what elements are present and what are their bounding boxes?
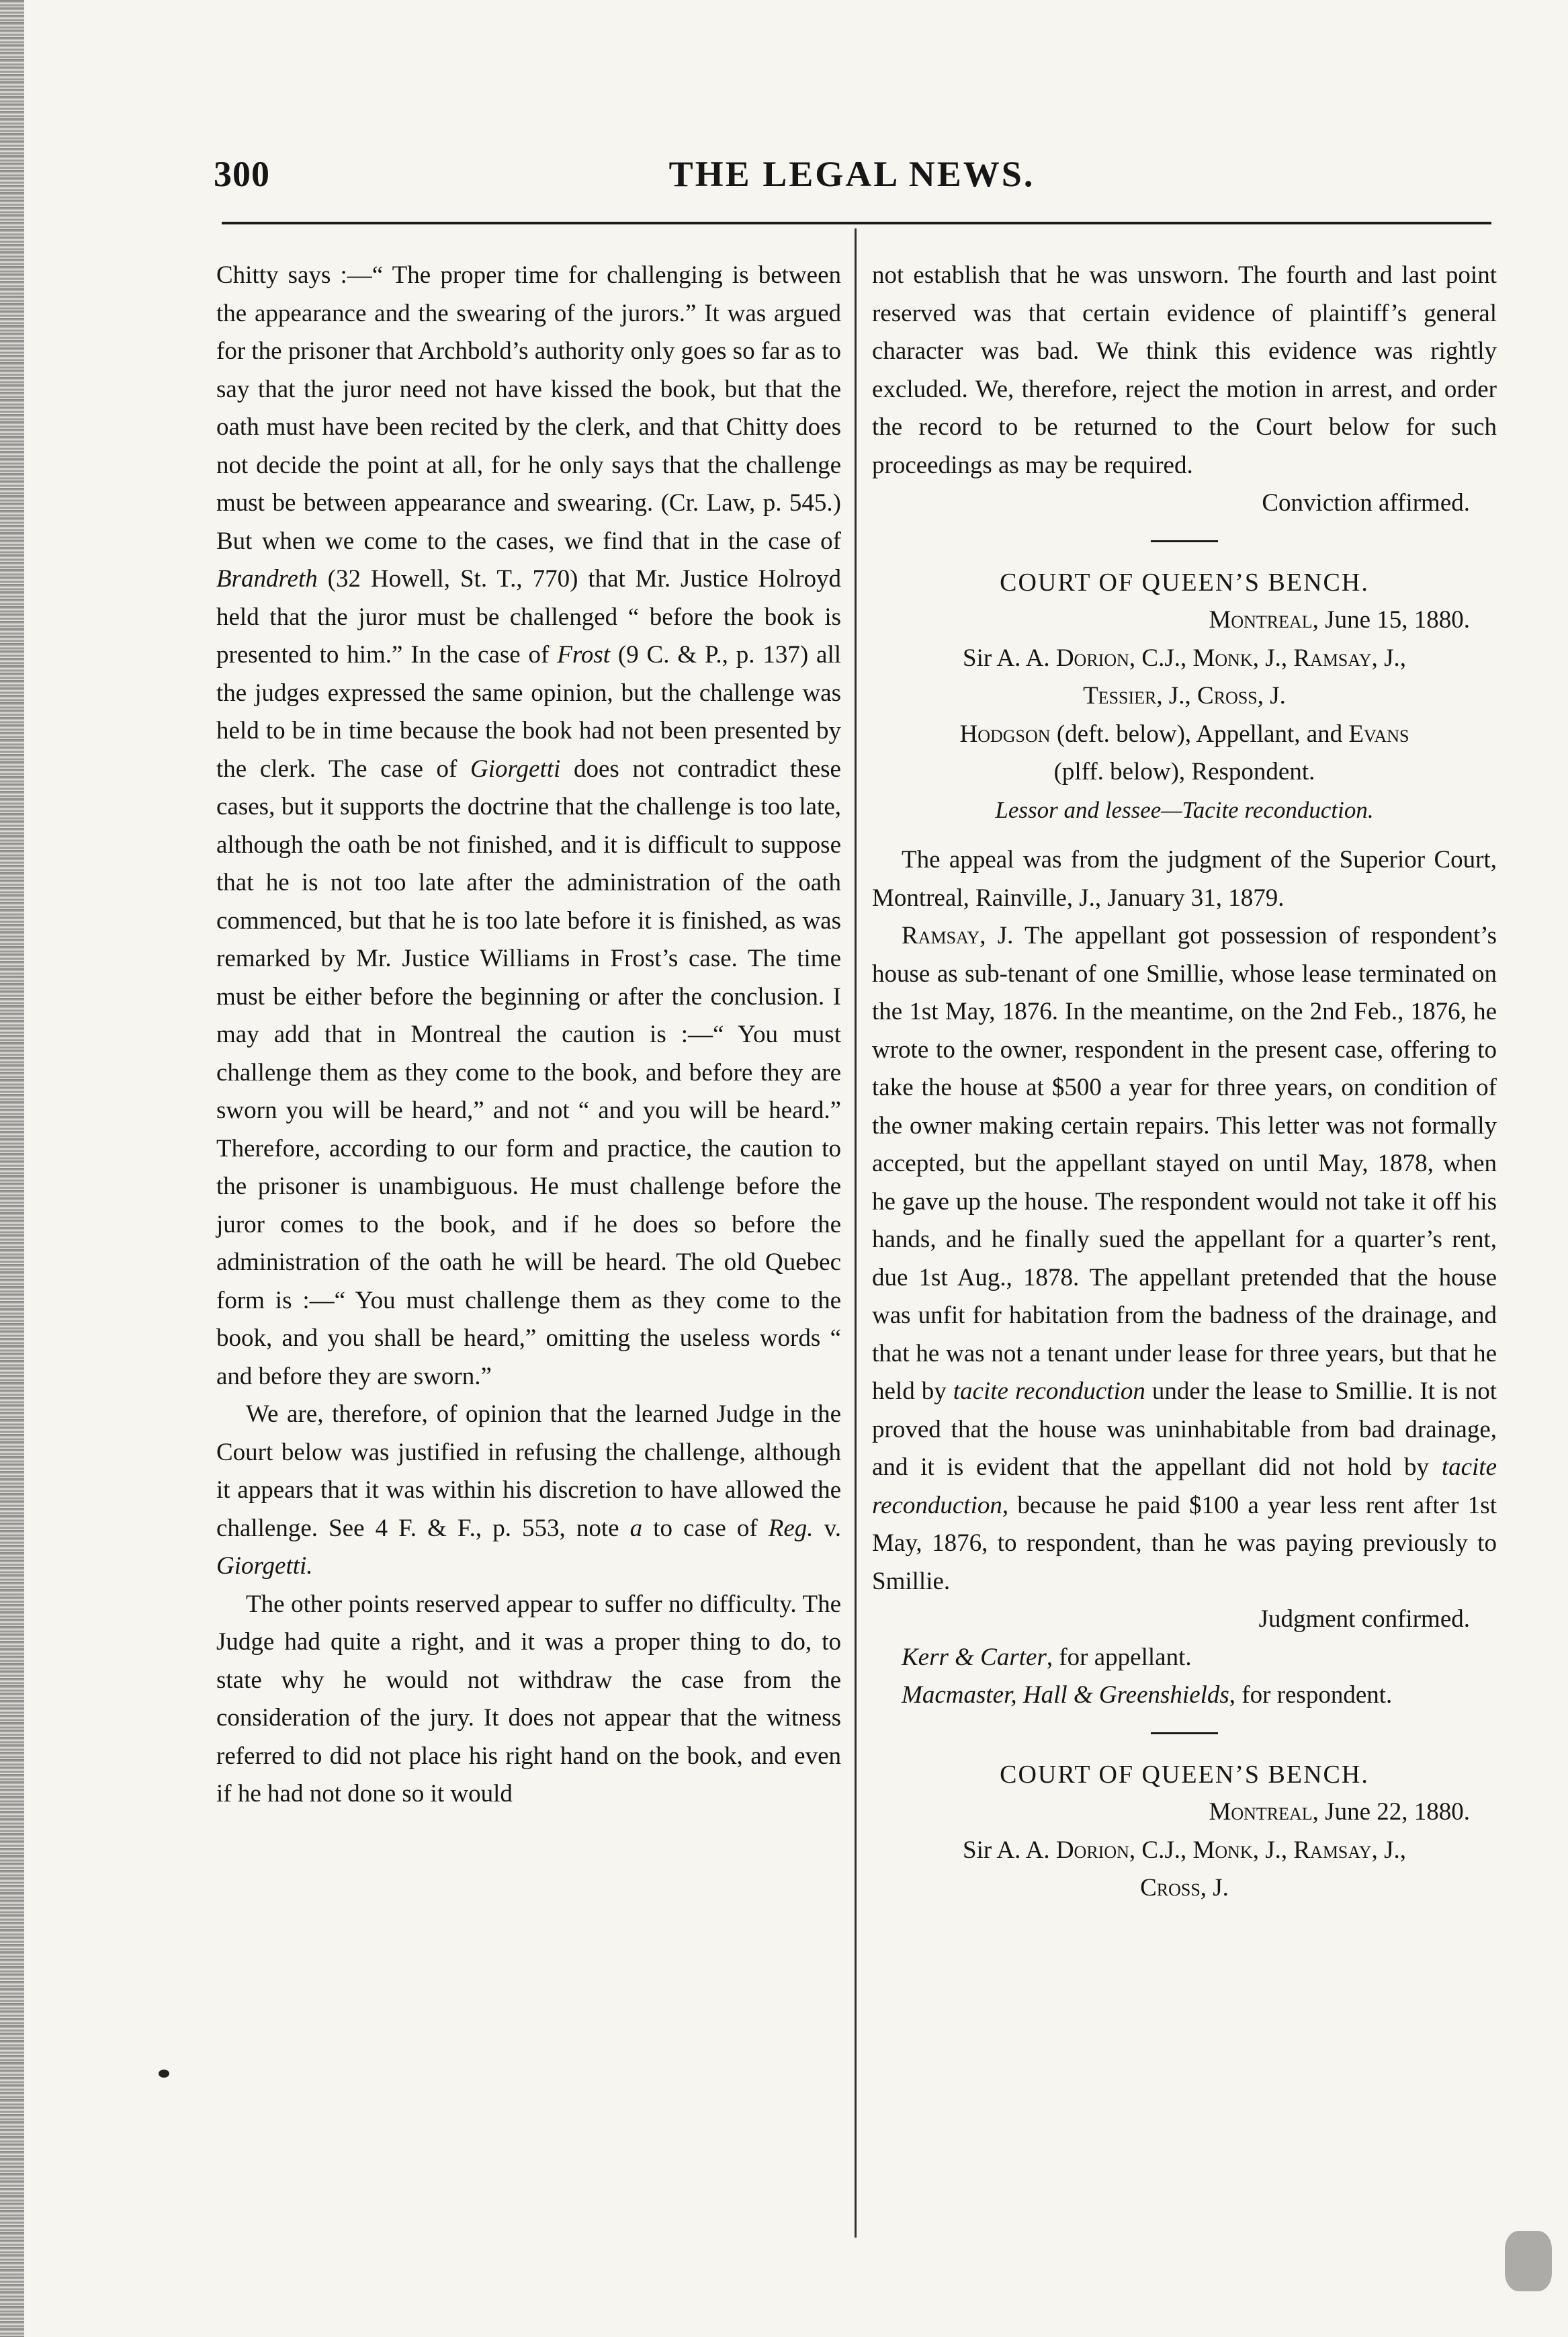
journal-title: THE LEGAL NEWS. xyxy=(668,154,1035,194)
page-header xyxy=(214,153,1490,207)
section-rule xyxy=(1151,540,1218,542)
text-run: (32 Howell, St. T., 770) that Mr. Justice Holroyd held that the juror must be challenged “ before the book is presented to him.” In the case of xyxy=(216,565,841,669)
case-name: Reg. xyxy=(768,1514,814,1542)
text-run: to case of xyxy=(642,1514,769,1542)
paragraph: not establish that he was unsworn. The fourth and last point reserved was that certain evidence of plaintiff’s general character was bad. We think this evidence was rightly excluded. We, therefore, reject the motion in arrest, and order the record to be returned to the Court below for such proceedings as may be required. xyxy=(872,261,1497,479)
paragraph: The other points reserved appear to suffer no difficulty. The Judge had quite a right, and it was a proper thing to do, to state why he would not withdraw the case from the consideration of the jury. It does not appear that the witness referred to did not place his right hand on the book, and even if he had not done so it would xyxy=(216,1590,841,1808)
party-name: Evans xyxy=(1348,720,1409,748)
text-run: , J., xyxy=(1252,1836,1294,1864)
judge-name: Monk xyxy=(1192,1836,1253,1864)
counsel xyxy=(872,1639,1497,1677)
spacer xyxy=(872,829,1497,841)
case-date xyxy=(872,601,1497,640)
judge-name: Ramsay xyxy=(902,922,980,949)
place: Montreal xyxy=(1209,1798,1313,1826)
text-run: (plff. below), Respondent. xyxy=(1053,758,1315,785)
paragraph xyxy=(216,257,841,1396)
court-heading: COURT OF QUEEN’S BENCH. xyxy=(1000,1760,1369,1789)
text-run: , J., xyxy=(1156,682,1198,710)
judge-name: Dorion xyxy=(1055,1836,1129,1864)
case-date xyxy=(872,1793,1497,1832)
counsel xyxy=(872,1676,1497,1715)
judges xyxy=(872,1832,1497,1908)
section-rule xyxy=(1151,1732,1218,1734)
text-run: Chitty says :—“ The proper time for challenging is between the appearance and the swearing of the jurors.” It was argued for the prisoner that Archbold’s authority only goes so far as to say that the juror need not have kissed the book, but that the oath must have been recited by the clerk, and that Chitty does not decide the point at all, for he only says that the challenge must be between appearance and swearing. (Cr. Law, p. 545.) But when we come to the cases, we find that in the case of xyxy=(216,261,841,555)
paragraph: The appeal was from the judgment of the Superior Court, Montreal, Rainville, J., January 31, 1879. xyxy=(872,846,1497,912)
counsel-name: Macmaster, Hall & Greenshields xyxy=(902,1681,1229,1709)
case-name: Giorgetti. xyxy=(216,1552,313,1580)
text-run: , J. xyxy=(1200,1874,1229,1902)
text-run: , J., xyxy=(1371,644,1406,672)
text-run: , for appellant. xyxy=(1046,1643,1192,1671)
page-number: 300 xyxy=(214,154,270,194)
text-run: We are, therefore, of opinion that the learned Judge in the Court below was justified in refusing the challenge, although it appears that it was within his discretion to have allowed the challenge. See 4 F. & F., p. 553, note xyxy=(216,1400,841,1542)
text-run: , J., xyxy=(1252,644,1294,672)
judge-name: Cross xyxy=(1140,1874,1201,1902)
parties xyxy=(872,716,1497,792)
case-name: Frost xyxy=(557,641,611,669)
column-divider xyxy=(855,228,857,2238)
text-run: does not contradict these cases, but it supports the doctrine that the challenge is too late, although the oath be not finished, and it is difficult to suppose that he is not too late after the administration of the oath commenced, but that he is too late before it is finished, as was remarked by Mr. Justice Williams in Frost’s case. The time must be either before the beginning or after the conclusion. I may add that in Montreal the caution is :—“ You must challenge them as they come to the book, and before they are sworn you will be heard,” and not “ and you will be heard.” Therefore, according to our form and practice, the caution to the prisoner is unambiguous. He must challenge before the juror comes to the book, and if he does so before the administration of the oath he will be heard. The old Quebec form is :—“ You must challenge them as they come to the book, and you shall be heard,” omitting the useless words “ and before they are sworn.” xyxy=(216,755,841,1390)
text-run: Sir A. A. xyxy=(963,1836,1056,1864)
counsel-name: Kerr & Carter xyxy=(902,1643,1047,1671)
text-run: , for respondent. xyxy=(1229,1681,1393,1709)
text-run: (9 C. & P., p. 137) all the judges expressed the same opinion, but the challenge was held to be in time because the book had not been presented by the clerk. The case of xyxy=(216,641,842,783)
judge-name: Monk xyxy=(1192,644,1253,672)
text-run: , C.J., xyxy=(1129,1836,1193,1864)
court-heading: COURT OF QUEEN’S BENCH. xyxy=(1000,568,1369,597)
party-name: Hodgson xyxy=(959,720,1051,748)
text-run: (deft. below), Appellant, and xyxy=(1050,720,1349,748)
text-run: because he paid $100 a year less rent after 1st May, 1876, to respondent, than he was paying previously to Smillie. xyxy=(872,1491,1497,1595)
text-run: Sir A. A. xyxy=(963,644,1056,672)
opinion xyxy=(872,917,1497,1601)
judge-name: Dorion xyxy=(1055,644,1129,672)
legal-term: tacite reconduction, xyxy=(872,1453,1497,1519)
judges xyxy=(872,640,1497,716)
place: Montreal xyxy=(1209,606,1313,634)
text-run: , C.J., xyxy=(1129,644,1193,672)
note-letter: a xyxy=(629,1514,643,1542)
text-run: under the lease to Smillie. It is not proved that the house was uninhabitable from bad drainage, and it is evident that the appellant did not hold by xyxy=(872,1377,1497,1481)
judge-name: Ramsay xyxy=(1293,644,1372,672)
text-run: v. xyxy=(813,1514,841,1542)
date: , June 15, 1880. xyxy=(1312,606,1470,634)
header-rule xyxy=(222,222,1491,224)
judge-name: Cross xyxy=(1197,682,1258,710)
right-column xyxy=(872,257,1497,1908)
disposition: Conviction affirmed. xyxy=(1262,489,1470,517)
scanned-page-edge xyxy=(0,0,24,2337)
case-name: Brandreth xyxy=(216,565,318,593)
scan-speck xyxy=(159,2070,169,2078)
left-column xyxy=(216,257,841,1814)
scan-smudge xyxy=(1505,2231,1552,2291)
date: , June 22, 1880. xyxy=(1312,1798,1470,1826)
text-run: , J. The appellant got possession of respondent’s house as sub-tenant of one Smillie, whose lease terminated on the 1st May, 1876. In the meantime, on the 2nd Feb., 1876, he wrote to the owner, respondent in the present case, offering to take the house at $500 a year for three years, on condition of the owner making certain repairs. This letter was not formally accepted, but the appellant stayed on until May, 1878, when he gave up the house. The respondent would not take it off his hands, and he finally sued the appellant for a quarter’s rent, due 1st Aug., 1878. The appellant pretended that the house was unfit for habitation from the badness of the drainage, and that he was not a tenant under lease for three years, but that he held by xyxy=(872,922,1497,1405)
disposition: Judgment confirmed. xyxy=(1258,1605,1470,1633)
headnote: Lessor and lessee—Tacite reconduction. xyxy=(995,796,1374,823)
text-run: , J. xyxy=(1257,682,1286,710)
judge-name: Ramsay xyxy=(1293,1836,1372,1864)
paragraph xyxy=(216,1396,841,1586)
judge-name: Tessier xyxy=(1083,682,1157,710)
case-name: Giorgetti xyxy=(470,755,561,783)
legal-term: tacite reconduction xyxy=(953,1377,1145,1405)
text-run: , J., xyxy=(1371,1836,1406,1864)
